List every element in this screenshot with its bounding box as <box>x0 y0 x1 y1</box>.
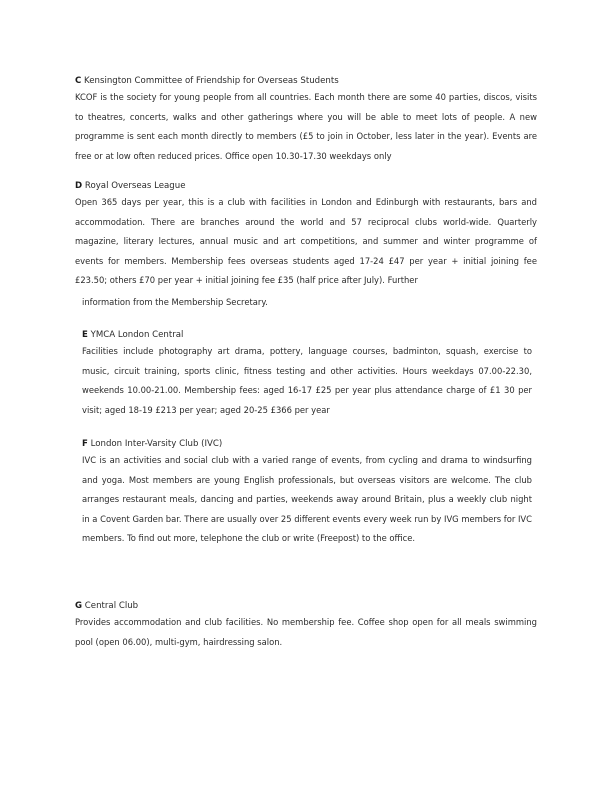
section-body-continuation: information from the Membership Secretary. <box>82 296 268 307</box>
section-g <box>75 599 537 652</box>
section-title: London Inter-Varsity Club (IVC) <box>90 439 223 449</box>
section-f <box>82 437 532 549</box>
section-body: IVC is an activities and social club with a varied range of events, from cycling and drama to windsurfing and yoga. Most members are young English professionals, but overseas visitors are welcome. The club arranges restaurant meals, dancing and parties, weekends away around Britain, plus a weekly club night in a Covent Garden bar. There are usually over 25 different events every week run by IVG members for IVC members. To find out more, telephone the club or write (Freepost) to the office. <box>82 455 532 544</box>
section-heading <box>75 74 537 88</box>
section-heading <box>75 599 537 613</box>
section-letter: D <box>75 181 83 191</box>
section-letter: E <box>82 330 88 340</box>
section-title: Central Club <box>84 601 139 611</box>
section-letter: G <box>75 601 83 611</box>
section-letter: C <box>75 76 82 86</box>
section-c <box>75 74 537 166</box>
section-d <box>75 179 537 311</box>
section-letter: F <box>82 439 88 449</box>
section-body: Open 365 days per year, this is a club with facilities in London and Edinburgh with restaurants, bars and accommodation. There are branches around the world and 57 reciprocal clubs world-wide. Quarterly magazine, literary lectures, annual music and art competitions, and summer and winter programme of events for members. Membership fees overseas students aged 17-24 £47 per year + initial joining fee £23.50; others £70 per year + initial joining fee £35 (half price after July). Further <box>75 197 537 286</box>
section-e <box>82 328 532 420</box>
section-body: KCOF is the society for young people from all countries. Each month there are some 40 parties, discos, visits to theatres, concerts, walks and other gatherings where you will be able to meet lots of people. A new programme is sent each month directly to members (£5 to join in October, less later in the year). Events are free or at low often reduced prices. Office open 10.30-17.30 weekdays only <box>75 92 537 161</box>
section-heading <box>82 437 532 451</box>
section-heading <box>82 328 532 342</box>
section-body: Facilities include photography art drama, pottery, language courses, badminton, squash, exercise to music, circuit training, sports clinic, fitness testing and other activities. Hours weekdays 07.00-22.30, weekends 10.00-21.00. Membership fees: aged 16-17 £25 per year plus attendance charge of £1 30 per visit; aged 18-19 £213 per year; aged 20-25 £366 per year <box>82 346 532 415</box>
section-heading <box>75 179 537 193</box>
section-title: Royal Overseas League <box>84 181 186 191</box>
section-body: Provides accommodation and club facilities. No membership fee. Coffee shop open for all meals swimming pool (open 06.00), multi-gym, hairdressing salon. <box>75 617 537 647</box>
section-title: Kensington Committee of Friendship for Overseas Students <box>84 76 339 86</box>
section-title: YMCA London Central <box>90 330 184 340</box>
